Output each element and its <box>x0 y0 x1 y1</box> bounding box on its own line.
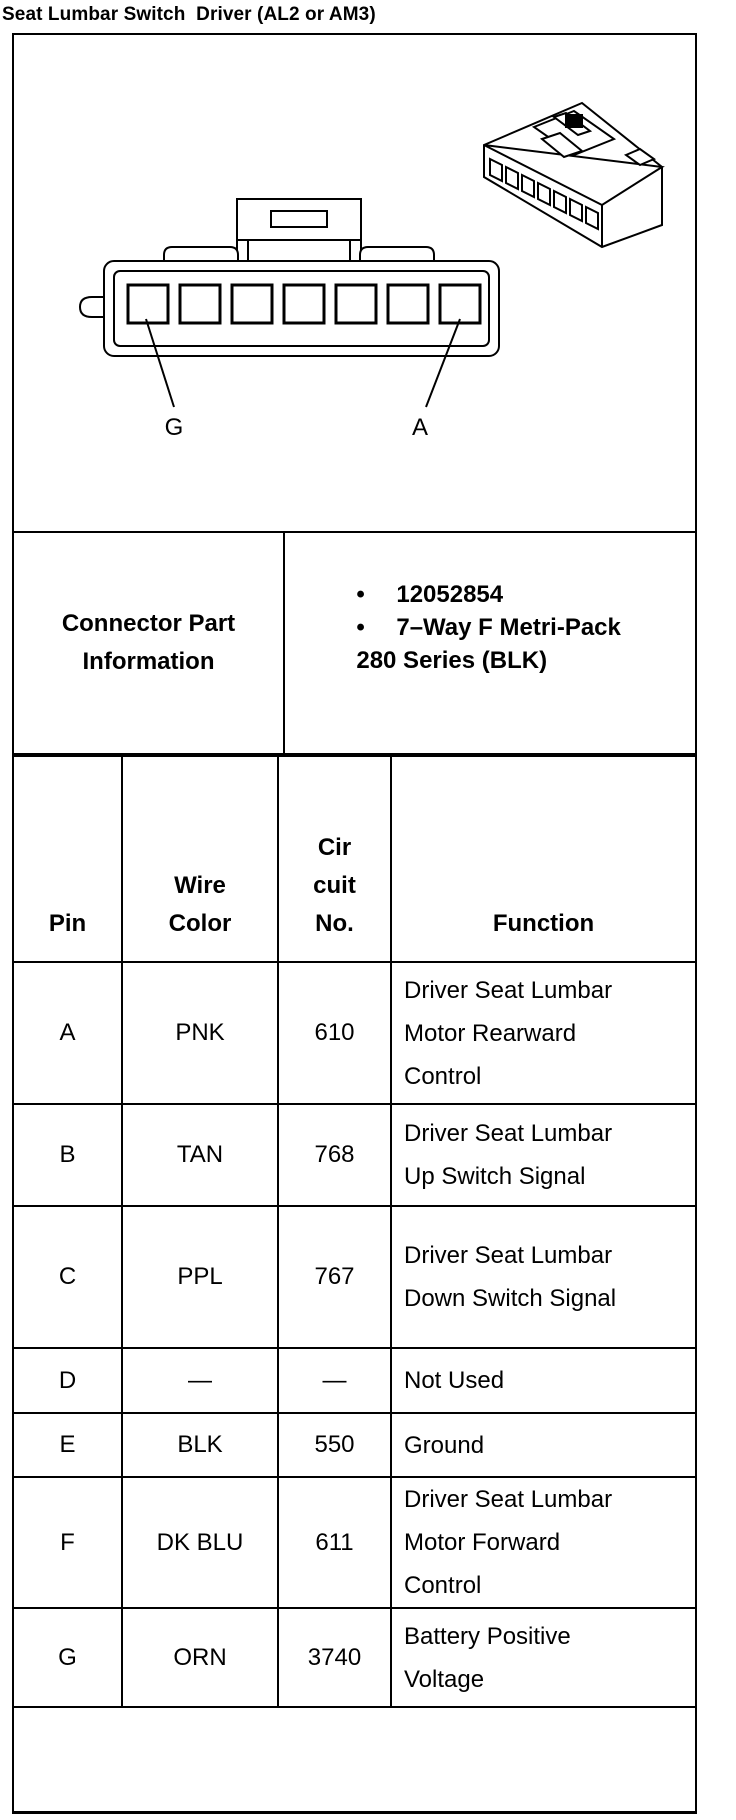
header-circuit-text: Cir cuit No. <box>313 834 356 937</box>
function-cell <box>391 1206 695 1348</box>
part-number: 12052854 <box>396 581 504 608</box>
function-cell <box>391 1104 695 1206</box>
function-cell: Ground <box>391 1413 695 1477</box>
connector-sheet <box>12 33 697 1814</box>
pinout-table <box>14 755 695 1708</box>
circuit-cell: 610 <box>278 962 391 1104</box>
connector-face-drawing <box>14 35 695 531</box>
function-text: Driver Seat Lumbar Motor Rearward Control <box>404 976 613 1090</box>
pin-cell: D <box>14 1348 122 1413</box>
document-title: Seat Lumbar Switch Driver (AL2 or AM3) <box>2 4 376 25</box>
function-cell <box>391 1608 695 1707</box>
circuit-cell: 611 <box>278 1477 391 1608</box>
function-text: Driver Seat Lumbar Up Switch Signal <box>404 1120 613 1190</box>
wire-color-cell: ORN <box>122 1608 278 1707</box>
function-text: Driver Seat Lumbar Down Switch Signal <box>404 1242 617 1312</box>
function-text: Battery Positive Voltage <box>404 1622 571 1693</box>
circuit-cell: 768 <box>278 1104 391 1206</box>
header-wire-color <box>122 756 278 962</box>
pin-cell: G <box>14 1608 122 1707</box>
wire-color-cell: BLK <box>122 1413 278 1477</box>
pinout-header-row <box>14 756 695 962</box>
header-function: Function <box>391 756 695 962</box>
table-row <box>14 962 695 1104</box>
pin-cell: A <box>14 962 122 1104</box>
circuit-cell: 550 <box>278 1413 391 1477</box>
pin-cell: E <box>14 1413 122 1477</box>
wire-color-cell: — <box>122 1348 278 1413</box>
connector-part-info-label: Connector Part Information <box>61 610 236 675</box>
table-row <box>14 1413 695 1477</box>
header-pin: Pin <box>14 756 122 962</box>
function-text: Driver Seat Lumbar Motor Forward Control <box>404 1486 613 1599</box>
table-row <box>14 1206 695 1348</box>
wire-color-cell: PPL <box>122 1206 278 1348</box>
function-cell <box>391 1477 695 1608</box>
bullet-icon: • <box>356 614 365 641</box>
table-row <box>14 1104 695 1206</box>
table-row <box>14 1477 695 1608</box>
connector-description-1: 7–Way F Metri-Pack <box>396 614 621 641</box>
function-cell: Not Used <box>391 1348 695 1413</box>
header-wire-color-text: Wire Color <box>168 872 232 937</box>
description-line-2 <box>303 619 547 703</box>
function-cell <box>391 962 695 1104</box>
circuit-cell: — <box>278 1348 391 1413</box>
bullet-icon: • <box>356 581 365 608</box>
connector-diagram <box>14 35 695 533</box>
pin-label-g: G <box>164 414 184 441</box>
circuit-cell: 3740 <box>278 1608 391 1707</box>
pin-cell: C <box>14 1206 122 1348</box>
connector-description-2: 280 Series (BLK) <box>356 647 548 674</box>
circuit-cell: 767 <box>278 1206 391 1348</box>
pin-cell: F <box>14 1477 122 1608</box>
pin-label-a: A <box>411 414 429 441</box>
connector-part-info <box>14 533 695 755</box>
table-row <box>14 1608 695 1707</box>
table-row <box>14 1348 695 1413</box>
connector-iso-view <box>484 103 662 247</box>
connector-part-info-header <box>14 533 285 753</box>
wire-color-cell: TAN <box>122 1104 278 1206</box>
wire-color-cell: PNK <box>122 962 278 1104</box>
wire-color-cell: DK BLU <box>122 1477 278 1608</box>
connector-part-info-details <box>285 533 695 753</box>
pin-cell: B <box>14 1104 122 1206</box>
header-circuit <box>278 756 391 962</box>
